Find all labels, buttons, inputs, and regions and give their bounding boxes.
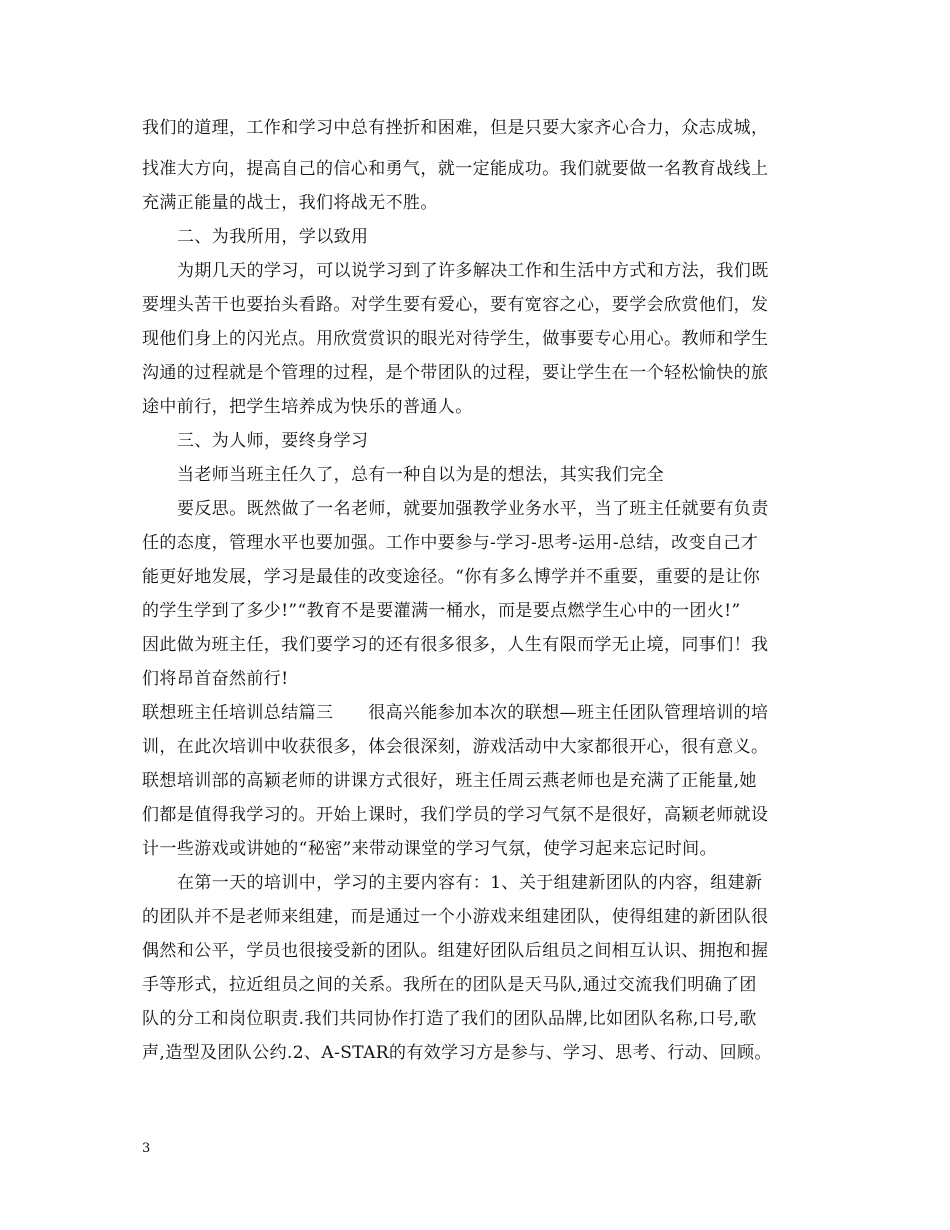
body-text-line: 声,造型及团队公约.2、A-STAR的有效学习方是参与、学习、思考、行动、回顾。	[142, 1043, 772, 1063]
body-text-line: 我们的道理，工作和学习中总有挫折和困难，但是只要大家齐心合力，众志成城，	[142, 118, 769, 138]
body-text-line: 在第一天的培训中，学习的主要内容有：1、关于组建新团队的内容，组建新	[177, 873, 763, 893]
page-number: 3	[142, 1141, 151, 1156]
body-text-line: 找准大方向，提高自己的信心和勇气，就一定能成功。我们就要做一名教育战线上	[142, 159, 769, 179]
body-text-line: 途中前行，把学生培养成为快乐的普通人。	[142, 397, 473, 417]
body-text-line: 联想培训部的高颖老师的讲课方式很好，班主任周云燕老师也是充满了正能量,她	[142, 771, 757, 791]
body-text-line: 当老师当班主任久了，总有一种自以为是的想法，其实我们完全	[177, 465, 665, 485]
body-text-line: 要反思。既然做了一名老师，就要加强教学业务水平，当了班主任就要有负责	[177, 499, 769, 519]
section-heading: 三、为人师，要终身学习	[177, 431, 369, 451]
body-text-line: 要埋头苦干也要抬头看路。对学生要有爱心，要有宽容之心，要学会欣赏他们，发	[142, 295, 769, 315]
body-text-line: 现他们身上的闪光点。用欣赏赏识的眼光对待学生，做事要专心用心。教师和学生	[142, 329, 769, 349]
section-heading: 二、为我所用，学以致用	[177, 227, 369, 247]
body-text-line: 偶然和公平，学员也很接受新的团队。组建好团队后组员之间相互认识、拥抱和握	[142, 941, 769, 961]
body-text-line: 队的分工和岗位职责.我们共同协作打造了我们的团队品牌,比如团队名称,口号,歌	[142, 1009, 757, 1029]
body-text-line: 因此做为班主任，我们要学习的还有很多很多，人生有限而学无止境，同事们！我	[142, 635, 769, 655]
body-text-line: 为期几天的学习，可以说学习到了许多解决工作和生活中方式和方法，我们既	[177, 261, 769, 281]
body-text-line: 任的态度，管理水平也要加强。工作中要参与-学习-思考-运用-总结，改变自己才	[142, 533, 759, 553]
body-text-line: 的团队并不是老师来组建，而是通过一个小游戏来组建团队，使得组建的新团队很	[142, 907, 769, 927]
body-text-line: 能更好地发展，学习是最佳的改变途径。“你有多么博学并不重要，重要的是让你	[142, 567, 761, 587]
body-text-line: 们将昂首奋然前行!	[142, 669, 289, 689]
body-text-line: 充满正能量的战士，我们将战无不胜。	[142, 193, 438, 213]
body-text-line: 训，在此次培训中收获很多，体会很深刻，游戏活动中大家都很开心，很有意义。	[142, 737, 769, 757]
body-text-line: 手等形式，拉近组员之间的关系。我所在的团队是天马队,通过交流我们明确了团	[142, 975, 757, 995]
body-text-line: 们都是值得我学习的。开始上课时，我们学员的学习气氛不是很好，高颖老师就设	[142, 805, 769, 825]
body-text-line: 的学生学到了多少!”“教育不是要灌满一桶水，而是要点燃学生心中的一团火!”	[142, 601, 741, 621]
section-title-line: 联想班主任培训总结篇三 很高兴能参加本次的联想—班主任团队管理培训的培	[142, 703, 769, 723]
body-text-line: 沟通的过程就是个管理的过程，是个带团队的过程，要让学生在一个轻松愉快的旅	[142, 363, 769, 383]
body-text-line: 计一些游戏或讲她的“秘密”来带动课堂的学习气氛，使学习起来忘记时间。	[142, 839, 717, 859]
